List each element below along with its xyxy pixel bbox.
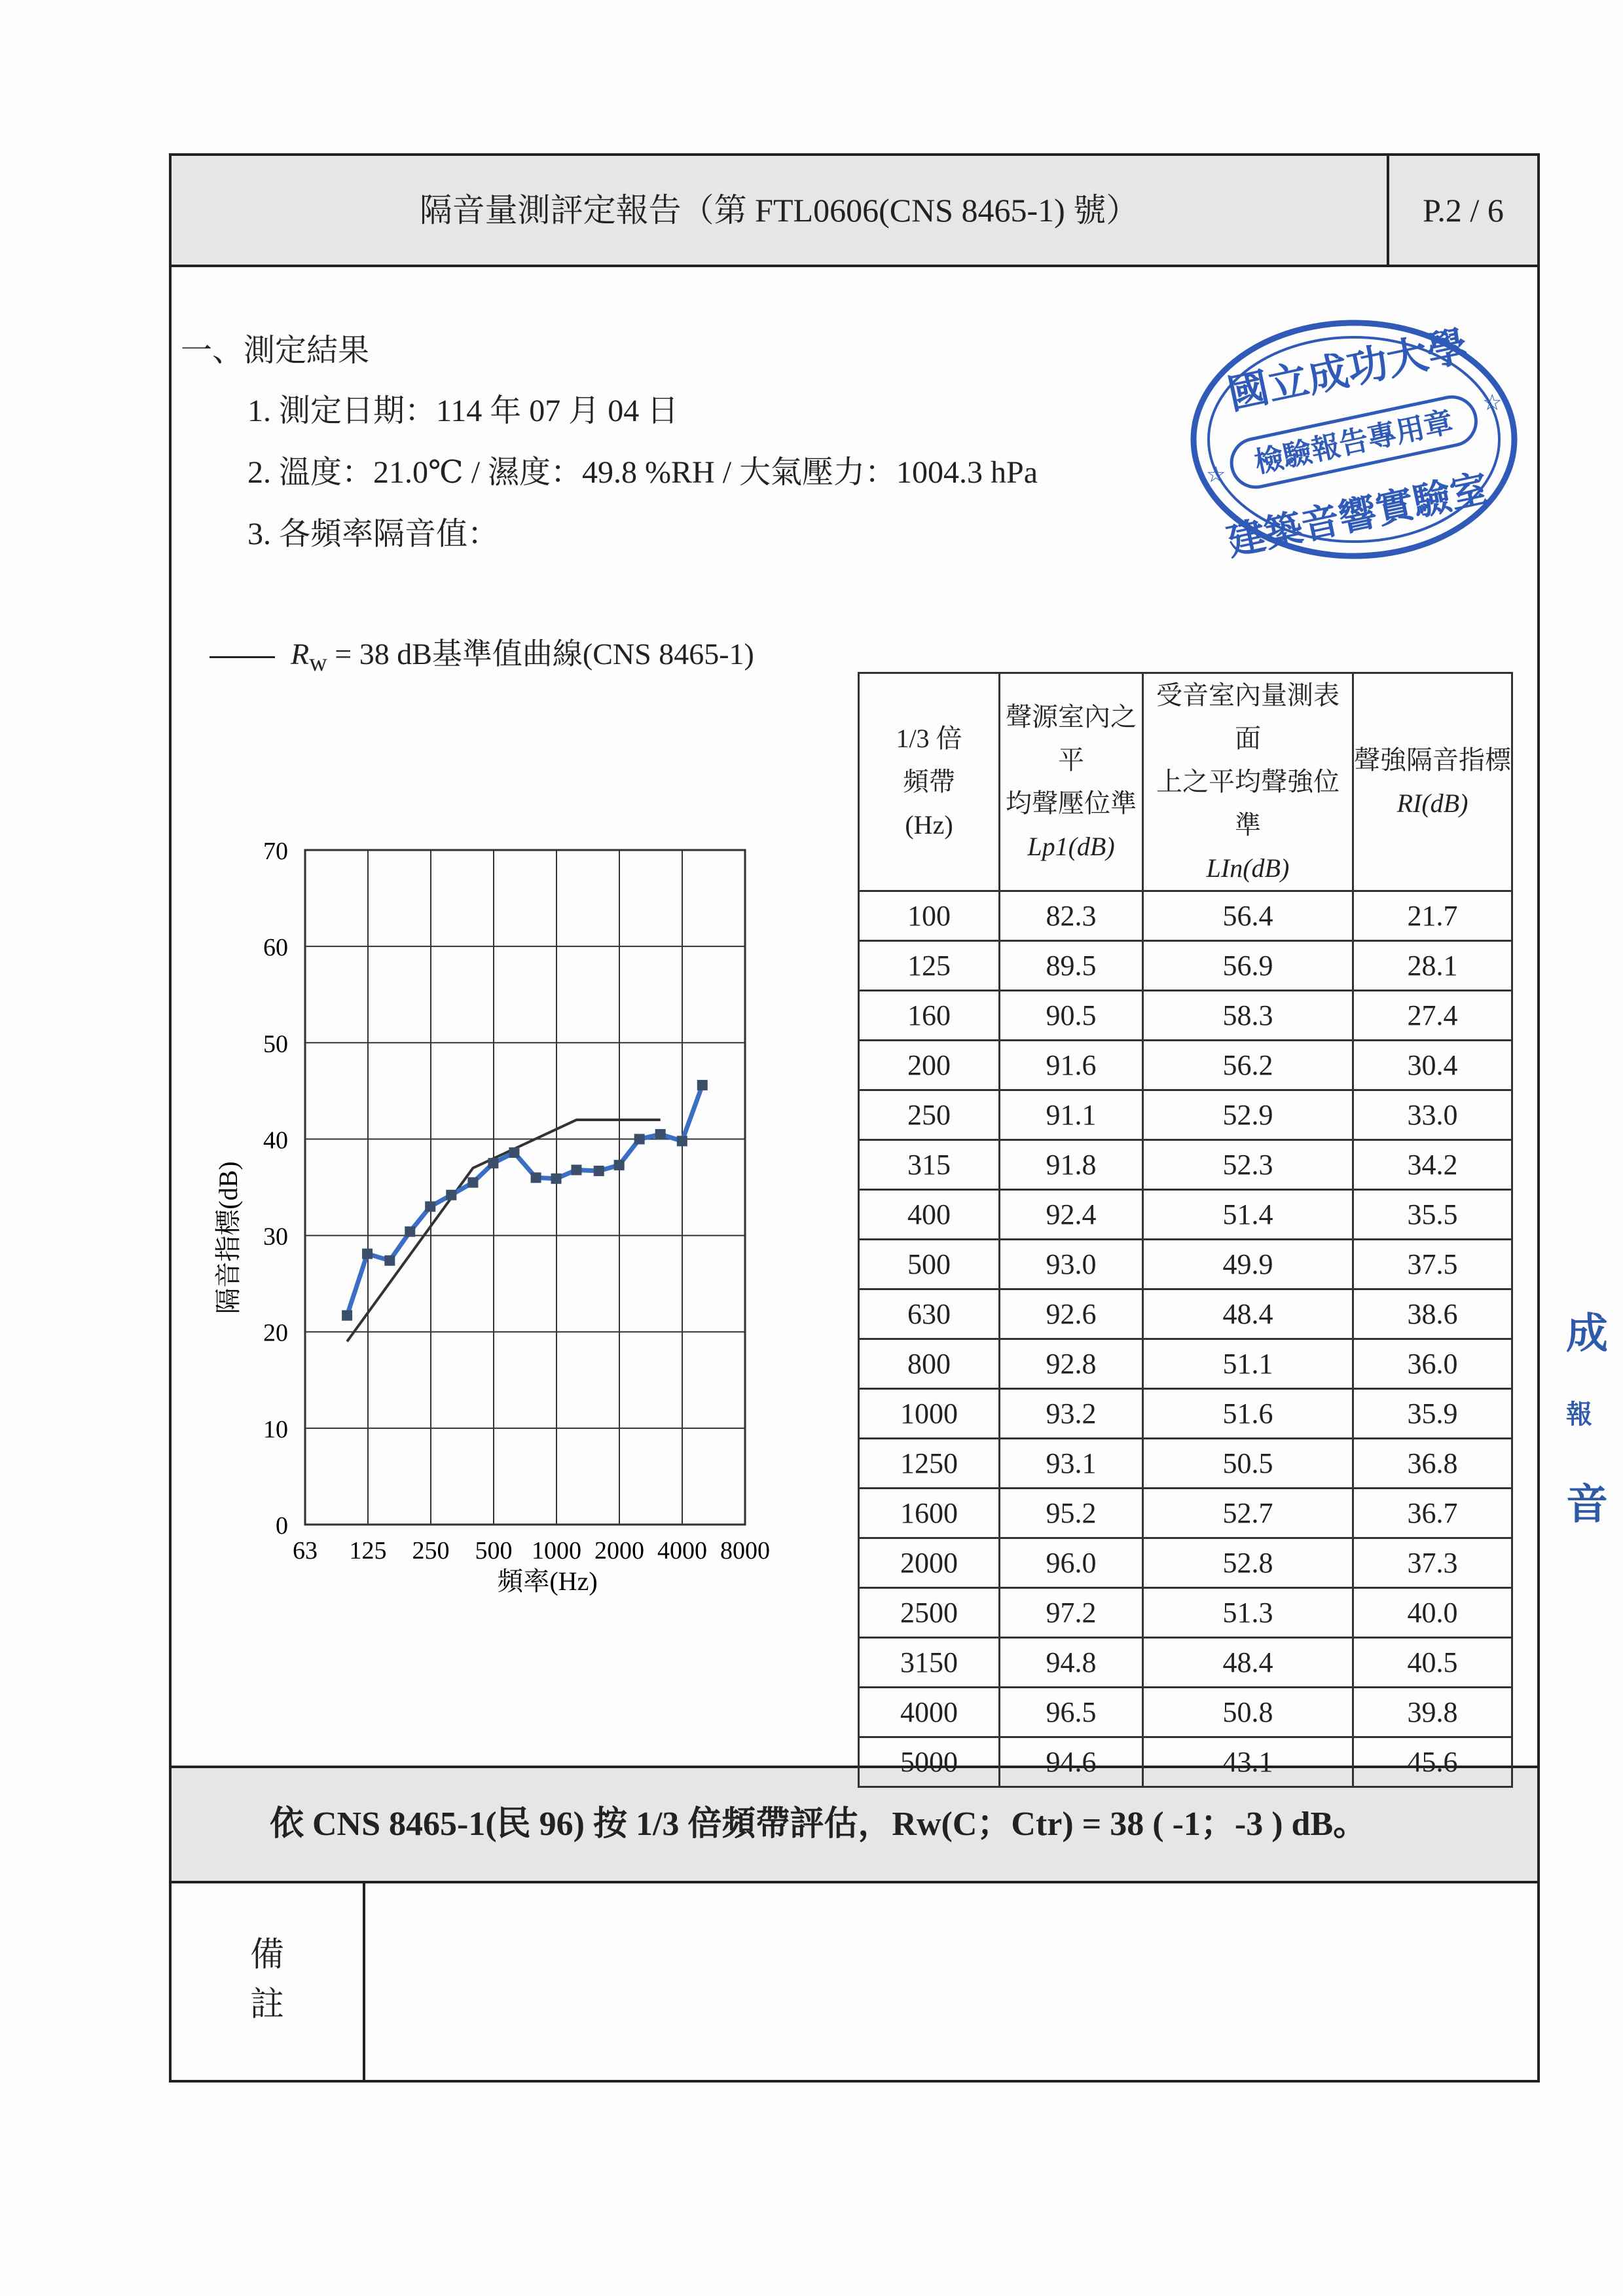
cell-insulation-index: 34.2 (1353, 1140, 1512, 1190)
table-row (859, 1688, 1512, 1737)
cell-insulation-index: 36.7 (1353, 1489, 1512, 1538)
table-row (859, 1489, 1512, 1538)
evaluation-result: 依 CNS 8465-1(民 96) 按 1/3 倍頻帶評估，Rw(C；Ctr) = 38 ( -1；-3 ) dB。 (270, 1805, 1368, 1843)
cell-source-level: 92.4 (1000, 1190, 1143, 1240)
table-row (859, 1041, 1512, 1090)
table-row (859, 991, 1512, 1041)
sound-insulation-chart (196, 812, 799, 1624)
table-row (859, 941, 1512, 991)
table-row (859, 1439, 1512, 1489)
remarks-label-char: 註 (250, 1986, 285, 2024)
frequency-data-table (858, 672, 1513, 1788)
stamp-star-icon: ☆ (1206, 463, 1226, 487)
section-heading: 一、測定結果 (181, 333, 370, 368)
cell-source-level: 93.0 (1000, 1240, 1143, 1289)
cell-receiving-level: 58.3 (1143, 991, 1353, 1041)
cell-source-level: 89.5 (1000, 941, 1143, 991)
legend-symbol: R (291, 637, 310, 671)
y-tick-label: 30 (263, 1223, 288, 1251)
cell-insulation-index: 40.5 (1353, 1638, 1512, 1688)
chart-series (342, 1080, 708, 1341)
cell-insulation-index: 28.1 (1353, 941, 1512, 991)
cell-frequency: 200 (859, 1041, 1000, 1090)
reference-curve-legend-line (210, 656, 275, 658)
y-tick-labels (263, 838, 288, 1540)
x-tick-labels (293, 1537, 770, 1565)
cell-frequency: 3150 (859, 1638, 1000, 1688)
cell-receiving-level: 52.9 (1143, 1090, 1353, 1140)
y-axis-label: 隔音指標(dB) (213, 1161, 243, 1314)
cell-receiving-level: 56.2 (1143, 1041, 1353, 1090)
stamp-star-icon: ☆ (1482, 391, 1503, 415)
table-row (859, 1289, 1512, 1339)
cell-receiving-level: 51.1 (1143, 1339, 1353, 1389)
cell-frequency: 5000 (859, 1737, 1000, 1787)
cell-insulation-index: 21.7 (1353, 891, 1512, 941)
report-title: 隔音量測評定報告（第 FTL0606(CNS 8465-1) 號） (419, 192, 1139, 229)
cell-source-level: 97.2 (1000, 1588, 1143, 1638)
table-row (859, 1588, 1512, 1638)
side-mark: 成 (1566, 1310, 1608, 1358)
cell-insulation-index: 27.4 (1353, 991, 1512, 1041)
cell-frequency: 1250 (859, 1439, 1000, 1489)
table-row (859, 1339, 1512, 1389)
cell-source-level: 91.6 (1000, 1041, 1143, 1090)
data-point-marker (405, 1227, 415, 1237)
data-point-marker (571, 1165, 581, 1176)
data-point-marker (488, 1158, 498, 1168)
side-mark: 報 (1566, 1399, 1592, 1430)
data-point-marker (425, 1201, 435, 1212)
y-tick-label: 40 (263, 1126, 288, 1155)
y-tick-label: 20 (263, 1319, 288, 1347)
x-tick-label: 250 (412, 1537, 450, 1565)
cell-receiving-level: 51.6 (1143, 1389, 1353, 1439)
table-row (859, 1090, 1512, 1140)
col-header-insulation-index: 聲強隔音指標 RI(dB) (1353, 673, 1512, 891)
x-tick-label: 4000 (657, 1537, 707, 1565)
cell-source-level: 96.0 (1000, 1538, 1143, 1588)
cell-frequency: 315 (859, 1140, 1000, 1190)
cell-receiving-level: 56.9 (1143, 941, 1353, 991)
table-row (859, 1140, 1512, 1190)
chart-grid (305, 850, 745, 1525)
table-row (859, 1538, 1512, 1588)
data-point-marker (531, 1172, 541, 1183)
cell-frequency: 160 (859, 991, 1000, 1041)
table-header-row (859, 673, 1512, 891)
cell-source-level: 95.2 (1000, 1489, 1143, 1538)
x-tick-label: 1000 (532, 1537, 581, 1565)
data-point-marker (446, 1190, 456, 1200)
y-tick-label: 10 (263, 1415, 288, 1443)
cell-source-level: 91.8 (1000, 1140, 1143, 1190)
cell-frequency: 125 (859, 941, 1000, 991)
cell-insulation-index: 35.9 (1353, 1389, 1512, 1439)
y-tick-label: 0 (276, 1512, 288, 1540)
table-row (859, 891, 1512, 941)
cell-receiving-level: 43.1 (1143, 1737, 1353, 1787)
cell-insulation-index: 37.5 (1353, 1240, 1512, 1289)
page-number: P.2 / 6 (1423, 192, 1504, 229)
data-point-marker (467, 1177, 478, 1188)
cell-receiving-level: 50.8 (1143, 1688, 1353, 1737)
cell-insulation-index: 35.5 (1353, 1190, 1512, 1240)
legend-text: = 38 dB基準值曲線(CNS 8465-1) (327, 637, 754, 671)
cell-receiving-level: 49.9 (1143, 1240, 1353, 1289)
legend-subscript: w (309, 649, 327, 677)
cell-source-level: 92.8 (1000, 1339, 1143, 1389)
y-tick-label: 60 (263, 934, 288, 962)
data-point-marker (342, 1310, 352, 1321)
cell-frequency: 100 (859, 891, 1000, 941)
cell-source-level: 90.5 (1000, 991, 1143, 1041)
cell-receiving-level: 48.4 (1143, 1638, 1353, 1688)
cell-insulation-index: 45.6 (1353, 1737, 1512, 1787)
frequency-values-heading: 3. 各頻率隔音值： (247, 517, 500, 551)
cell-insulation-index: 40.0 (1353, 1588, 1512, 1638)
data-point-marker (594, 1166, 604, 1176)
stamp-middle-text: 檢驗報告專用章 (1251, 405, 1456, 480)
col-header-frequency: 1/3 倍 頻帶 (Hz) (859, 673, 1000, 891)
cell-insulation-index: 39.8 (1353, 1688, 1512, 1737)
x-tick-label: 8000 (720, 1537, 770, 1565)
stamp-bottom-text: 建築音響實驗室 (1223, 465, 1493, 565)
plot-area-border (305, 850, 745, 1525)
environment-conditions: 2. 溫度：21.0℃ / 濕度：49.8 %RH / 大氣壓力：1004.3 hPa (247, 455, 1038, 490)
x-tick-label: 125 (349, 1537, 387, 1565)
cell-source-level: 94.8 (1000, 1638, 1143, 1688)
report-header (172, 156, 1537, 267)
data-point-marker (384, 1255, 395, 1266)
cell-insulation-index: 38.6 (1353, 1289, 1512, 1339)
cell-receiving-level: 52.7 (1143, 1489, 1353, 1538)
cell-receiving-level: 52.3 (1143, 1140, 1353, 1190)
table-row (859, 1638, 1512, 1688)
cell-receiving-level: 56.4 (1143, 891, 1353, 941)
col-header-source-level: 聲源室內之平 均聲壓位準 Lp1(dB) (1000, 673, 1143, 891)
col-header-receiving-intensity: 受音室內量測表面 上之平均聲強位準 LIn(dB) (1143, 673, 1353, 891)
cell-receiving-level: 50.5 (1143, 1439, 1353, 1489)
data-point-marker (551, 1174, 562, 1184)
chart-legend (210, 630, 754, 677)
cell-frequency: 400 (859, 1190, 1000, 1240)
cell-frequency: 800 (859, 1339, 1000, 1389)
data-point-marker (677, 1136, 687, 1146)
side-mark: 音 (1566, 1481, 1608, 1529)
cell-frequency: 1000 (859, 1389, 1000, 1439)
cell-frequency: 630 (859, 1289, 1000, 1339)
cell-source-level: 96.5 (1000, 1688, 1143, 1737)
x-tick-label: 63 (293, 1537, 318, 1565)
cell-insulation-index: 33.0 (1353, 1090, 1512, 1140)
x-tick-label: 2000 (594, 1537, 644, 1565)
cell-source-level: 92.6 (1000, 1289, 1143, 1339)
stamp-outer-text: 國立成功大學 (1223, 321, 1472, 419)
cell-frequency: 2000 (859, 1538, 1000, 1588)
lab-seal-stamp (1184, 312, 1524, 567)
table-row (859, 1389, 1512, 1439)
measure-date: 1. 測定日期：114 年 07 月 04 日 (247, 394, 679, 428)
cell-insulation-index: 30.4 (1353, 1041, 1512, 1090)
remarks-divider (363, 1883, 365, 2083)
cell-source-level: 82.3 (1000, 891, 1143, 941)
y-tick-label: 50 (263, 1030, 288, 1058)
cell-receiving-level: 51.4 (1143, 1190, 1353, 1240)
table-row (859, 1737, 1512, 1787)
data-point-marker (614, 1160, 625, 1170)
data-point-marker (697, 1080, 708, 1090)
cell-receiving-level: 51.3 (1143, 1588, 1353, 1638)
cell-source-level: 93.2 (1000, 1389, 1143, 1439)
cell-receiving-level: 48.4 (1143, 1289, 1353, 1339)
cell-frequency: 4000 (859, 1688, 1000, 1737)
data-point-marker (634, 1134, 645, 1144)
y-tick-label: 70 (263, 838, 288, 865)
cell-frequency: 250 (859, 1090, 1000, 1140)
x-axis-label: 頻率(Hz) (497, 1566, 598, 1596)
remarks-label-char: 備 (250, 1936, 285, 1974)
reference-curve-line (347, 1120, 661, 1341)
cell-source-level: 94.6 (1000, 1737, 1143, 1787)
data-point-marker (655, 1129, 666, 1139)
cell-insulation-index: 36.0 (1353, 1339, 1512, 1389)
table-row (859, 1240, 1512, 1289)
remarks-label (250, 1931, 289, 2030)
cell-source-level: 93.1 (1000, 1439, 1143, 1489)
cell-insulation-index: 37.3 (1353, 1538, 1512, 1588)
table-row (859, 1190, 1512, 1240)
data-point-marker (362, 1249, 373, 1259)
data-point-marker (509, 1147, 519, 1158)
cell-insulation-index: 36.8 (1353, 1439, 1512, 1489)
cell-frequency: 1600 (859, 1489, 1000, 1538)
cell-source-level: 91.1 (1000, 1090, 1143, 1140)
x-tick-label: 500 (475, 1537, 513, 1565)
cell-frequency: 500 (859, 1240, 1000, 1289)
cell-frequency: 2500 (859, 1588, 1000, 1638)
cell-receiving-level: 52.8 (1143, 1538, 1353, 1588)
